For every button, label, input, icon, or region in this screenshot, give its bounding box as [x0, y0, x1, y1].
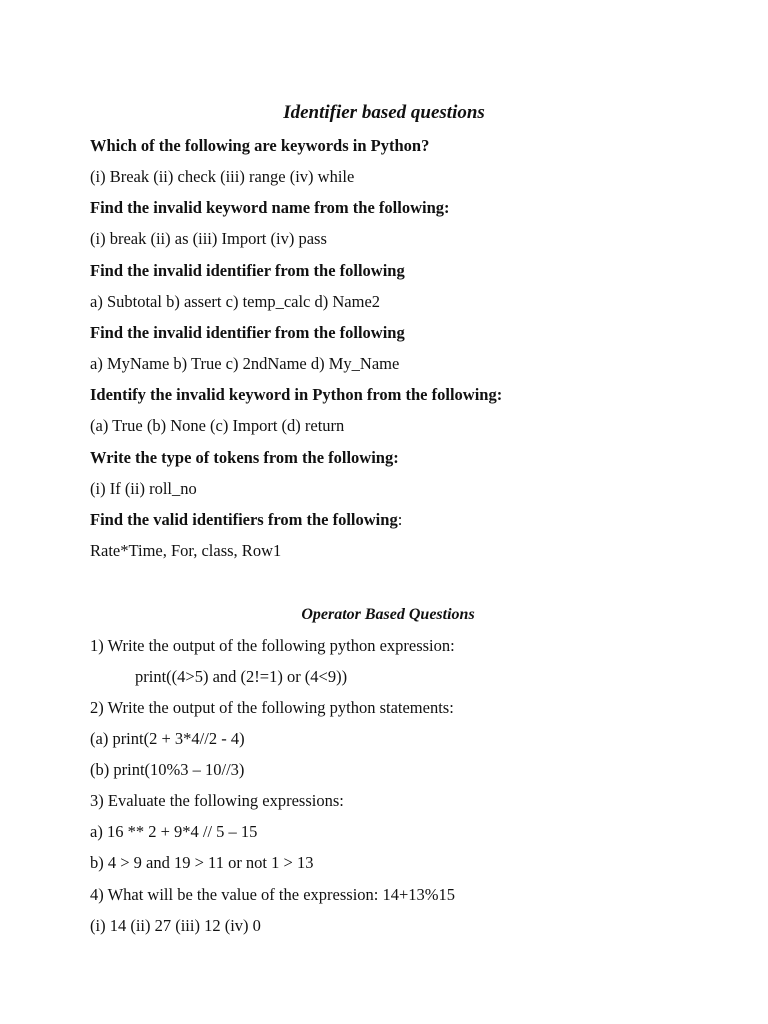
question-7-text: Find the valid identifiers from the following — [90, 510, 398, 529]
question-2: Find the invalid keyword name from the following: — [90, 198, 450, 217]
options-5: (a) True (b) None (c) Import (d) return — [90, 416, 345, 435]
question-7 — [90, 509, 402, 531]
question-6: Write the type of tokens from the following: — [90, 448, 399, 467]
question-5: Identify the invalid keyword in Python from the following: — [90, 385, 503, 404]
operator-line-7: a) 16 ** 2 + 9*4 // 5 – 15 — [90, 822, 258, 841]
operator-line-5: (b) print(10%3 – 10//3) — [90, 760, 245, 779]
operator-line-2: print((4>5) and (2!=1) or (4<9)) — [135, 667, 348, 686]
options-3: a) Subtotal b) assert c) temp_calc d) Name2 — [90, 292, 381, 311]
operator-line-8: b) 4 > 9 and 19 > 11 or not 1 > 13 — [90, 853, 314, 872]
options-7: Rate*Time, For, class, Row1 — [90, 541, 282, 560]
question-3: Find the invalid identifier from the following — [90, 261, 405, 280]
operator-line-6: 3) Evaluate the following expressions: — [90, 791, 344, 810]
operator-line-3: 2) Write the output of the following python statements: — [90, 698, 454, 717]
options-2: (i) break (ii) as (iii) Import (iv) pass — [90, 229, 327, 248]
options-6: (i) If (ii) roll_no — [90, 479, 197, 498]
operator-line-10: (i) 14 (ii) 27 (iii) 12 (iv) 0 — [90, 916, 261, 935]
options-4: a) MyName b) True c) 2ndName d) My_Name — [90, 354, 400, 373]
options-1: (i) Break (ii) check (iii) range (iv) while — [90, 167, 355, 186]
operator-line-4: (a) print(2 + 3*4//2 - 4) — [90, 729, 245, 748]
question-4: Find the invalid identifier from the following — [90, 323, 405, 342]
question-1: Which of the following are keywords in Python? — [90, 136, 430, 155]
operator-section-title: Operator Based Questions — [301, 606, 475, 623]
question-7-colon: : — [397, 510, 403, 529]
identifier-section-title: Identifier based questions — [283, 102, 485, 123]
operator-line-1: 1) Write the output of the following python expression: — [90, 636, 455, 655]
operator-line-9: 4) What will be the value of the expression: 14+13%15 — [90, 885, 456, 904]
